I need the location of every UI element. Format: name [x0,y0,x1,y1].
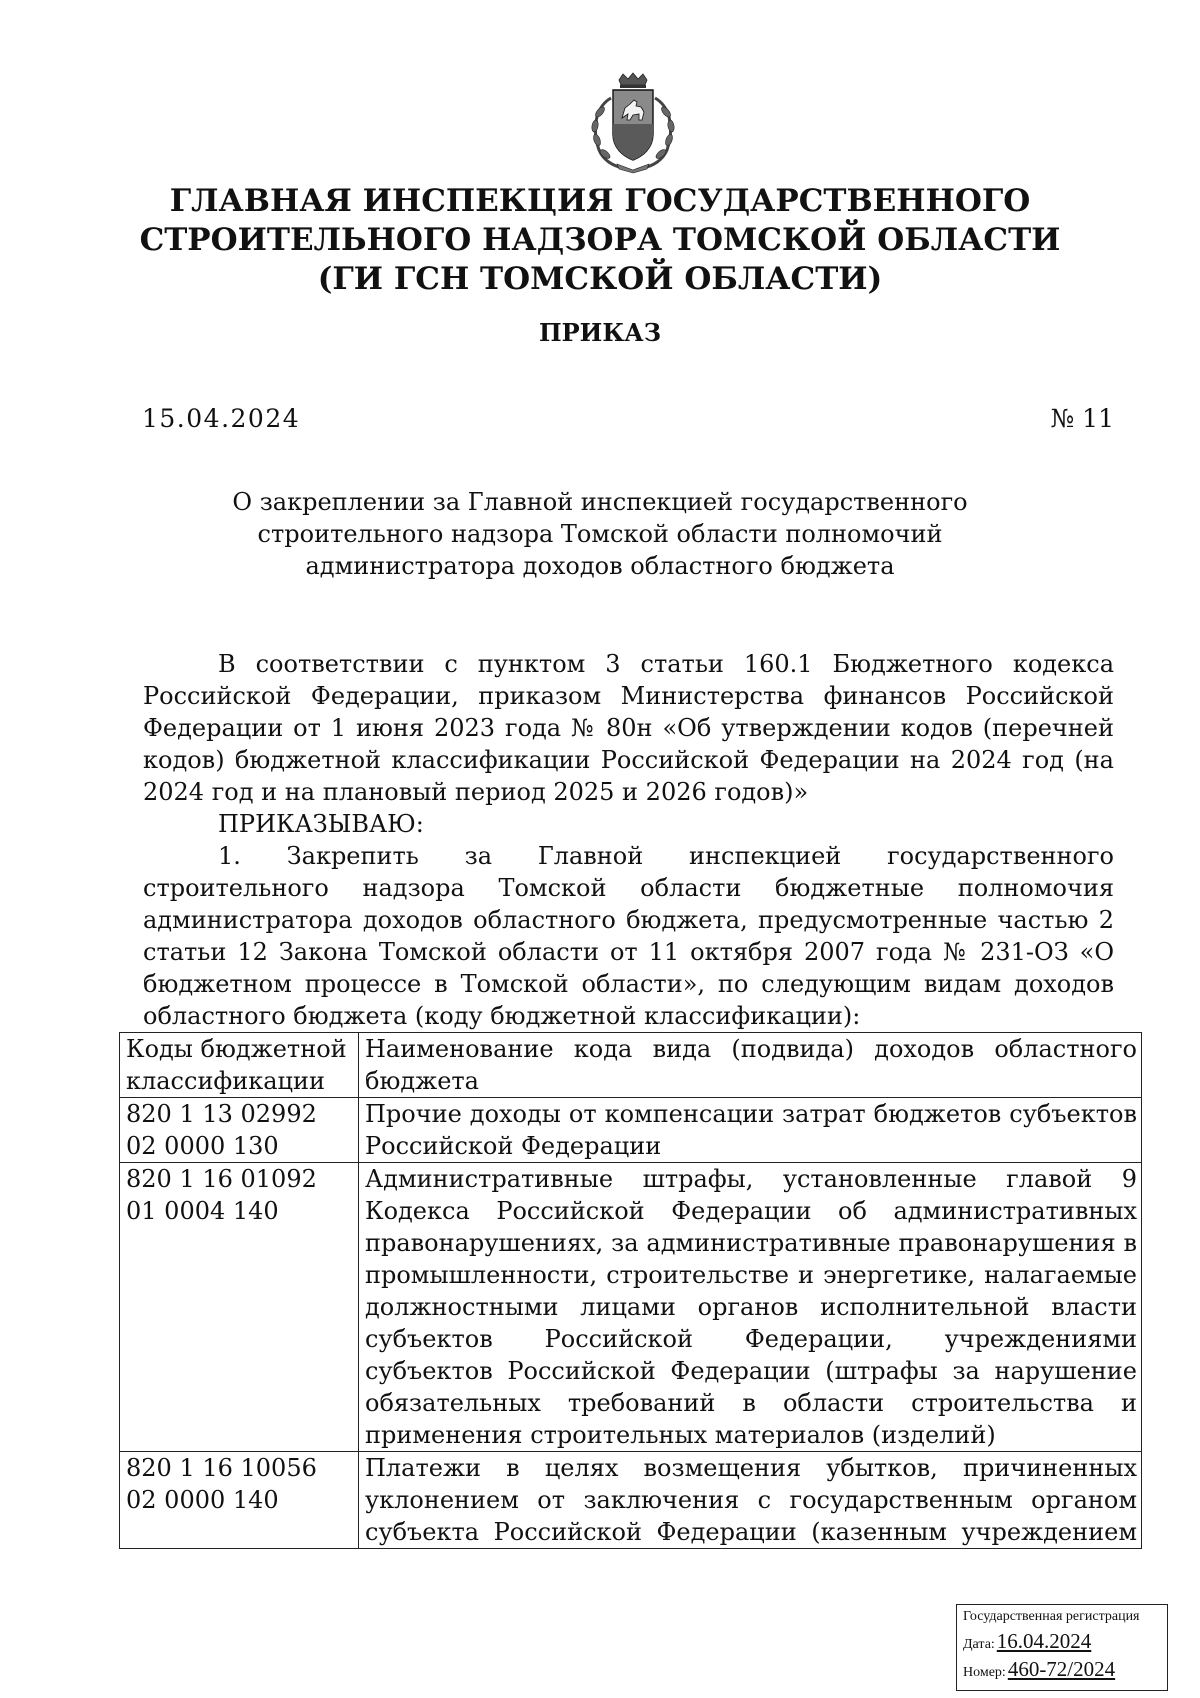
org-title-line-3: (ГИ ГСН ТОМСКОЙ ОБЛАСТИ) [317,261,883,297]
header-name-cell: Наименование кода вида (подвида) доходов областного бюджета [359,1033,1142,1098]
code-cell: 820 1 16 01092 01 0004 140 [120,1163,359,1452]
organization-title [100,182,1100,299]
name-cell: Прочие доходы от компенсации затрат бюджетов субъектов Российской Федерации [359,1098,1142,1163]
code-cell: 820 1 16 10056 02 0000 140 [120,1452,359,1549]
table-row [120,1163,1142,1452]
table-row [120,1098,1142,1163]
budget-codes-table [119,1032,1142,1549]
table-header-row [120,1033,1142,1098]
registration-date-value: 16.04.2024 [996,1629,1092,1653]
item-1-paragraph: 1. Закрепить за Главной инспекцией государственного строительного надзора Томской области бюджетные полномочия администратора доходов областного бюджета, предусмотренные частью 2 статьи 12 Закона Томской области от 11 октября 2007 года № 231-ОЗ «О бюджетном процессе в Томской области», по следующим видам доходов областного бюджета (коду бюджетной классификации): [143,842,1114,1030]
document-subject: О закреплении за Главной инспекцией государственного строительного надзора Томской области полномочий администратора доходов областного бюджета [232,488,968,580]
coat-of-arms-icon [573,72,693,174]
basis-paragraph: В соответствии с пунктом 3 статьи 160.1 Бюджетного кодекса Российской Федерации, приказом Министерства финансов Российской Федерации от 1 июня 2023 года № 80н «Об утверждении кодов (перечней кодов) бюджетной классификации Российской Федерации на 2024 год (на 2024 год и на плановый период 2025 и 2026 годов)» [143,650,1114,806]
registration-date-label: Дата: [963,1637,995,1652]
header-code-cell: Коды бюджетной классификации [120,1033,359,1098]
code-cell: 820 1 13 02992 02 0000 130 [120,1098,359,1163]
registration-number-row [963,1657,1115,1682]
registration-stamp [956,1604,1168,1691]
document-number: № 11 [1050,404,1114,433]
registration-date-row [963,1629,1091,1654]
name-cell: Платежи в целях возмещения убытков, причиненных уклонением от заключения с государственным органом субъекта Российской Федерации (казенным учреждением [359,1452,1142,1549]
org-title-line-2: СТРОИТЕЛЬНОГО НАДЗОРА ТОМСКОЙ ОБЛАСТИ [139,222,1061,258]
document-date: 15.04.2024 [142,404,301,433]
table-row [120,1452,1142,1549]
document-type-heading: ПРИКАЗ [538,318,662,347]
order-word: ПРИКАЗЫВАЮ: [218,810,424,838]
registration-number-value: 460-72/2024 [1007,1657,1116,1681]
registration-number-label: Номер: [963,1665,1006,1680]
registration-title: Государственная регистрация [963,1609,1140,1624]
name-cell: Административные штрафы, установленные главой 9 Кодекса Российской Федерации об административных правонарушениях, за административные правонарушения в промышленности, строительстве и энергетике, налагаемые должностными лицами органов исполнительной власти субъектов Российской Федерации, учреждениями субъектов Российской Федерации (штрафы за нарушение обязательных требований в области строительства и применения строительных материалов (изделий) [359,1163,1142,1452]
org-title-line-1: ГЛАВНАЯ ИНСПЕКЦИЯ ГОСУДАРСТВЕННОГО [169,183,1031,219]
